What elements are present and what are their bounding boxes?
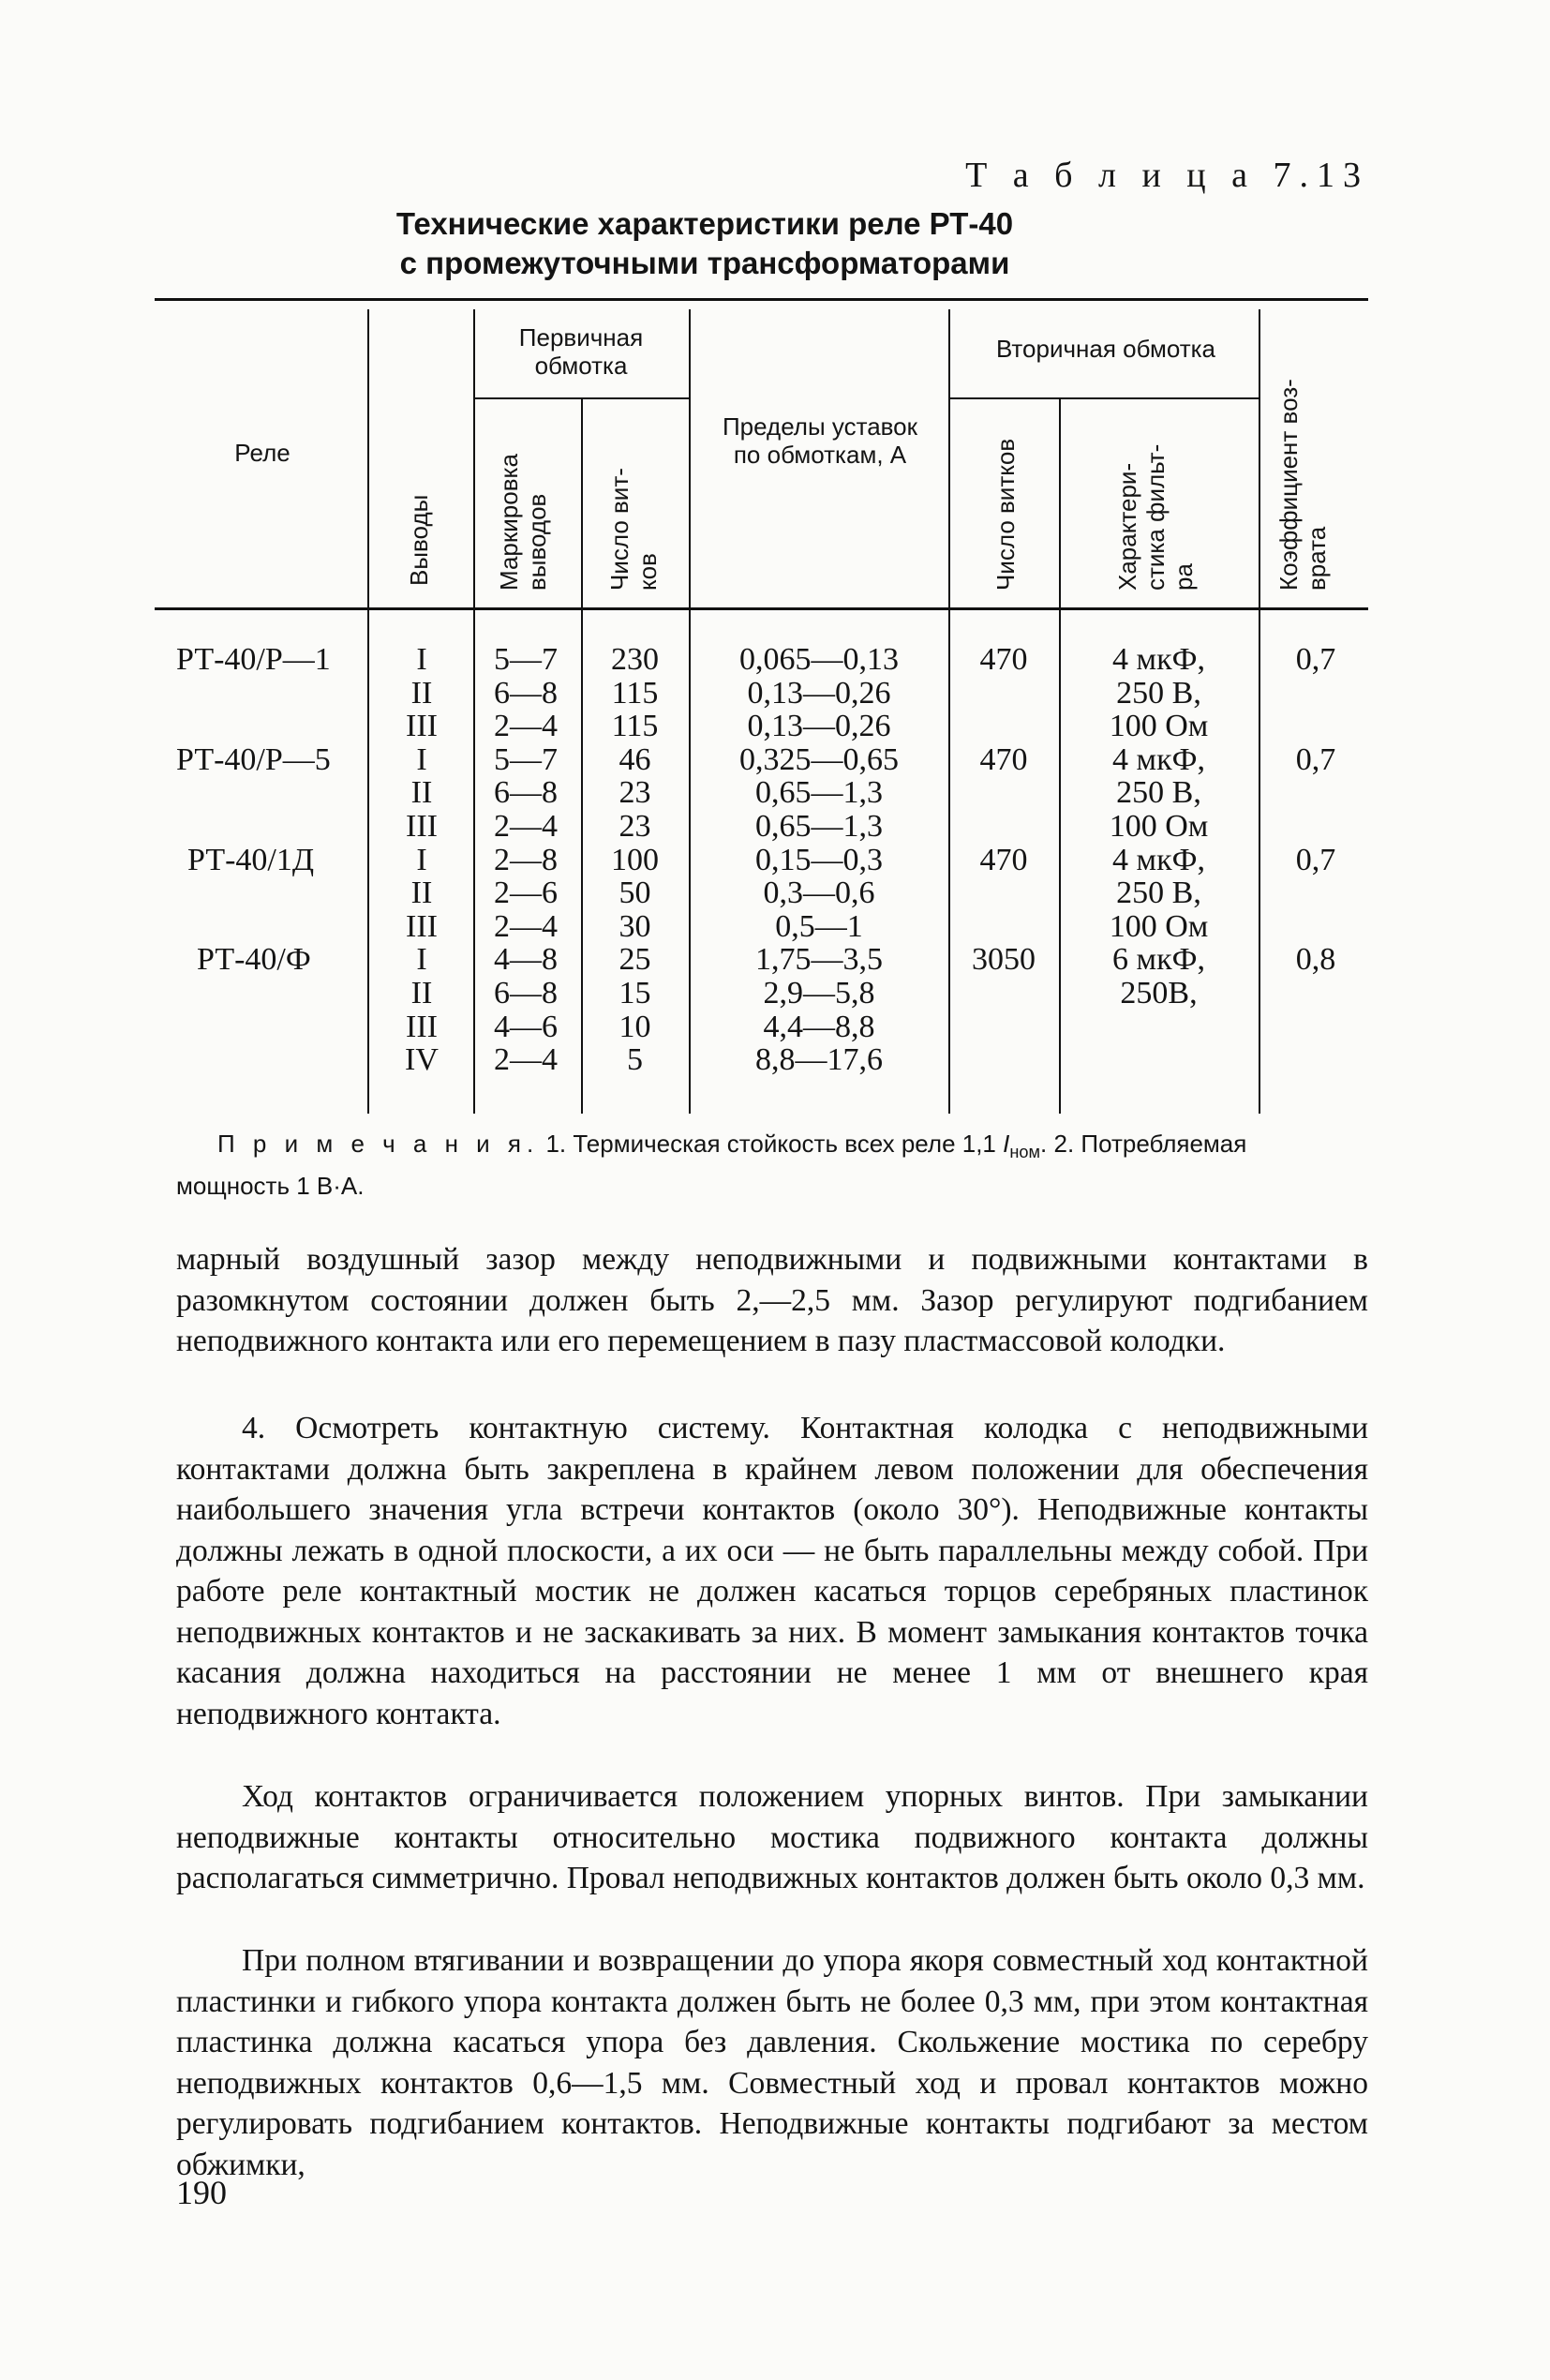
header-filter-line: ра — [1170, 563, 1198, 591]
terminal: I — [416, 741, 427, 777]
column-divider — [948, 309, 950, 1114]
terminal: III — [406, 1009, 438, 1044]
setting-limit: 0,13—0,26 — [747, 675, 891, 711]
return-coefficient: 0,8 — [1295, 942, 1336, 978]
terminal-marking: 6—8 — [494, 775, 558, 811]
filter-spec: 4 мкФ, — [1112, 842, 1205, 877]
table-title — [0, 204, 1550, 283]
turns-count: 5 — [627, 1042, 643, 1078]
terminal: I — [416, 942, 427, 978]
secondary-turns: 470 — [979, 741, 1028, 777]
terminal-marking: 2—4 — [494, 709, 558, 744]
header-marking-line: Маркировка — [495, 454, 523, 591]
paragraph: 4. Осмотреть контактную систему. Контактная колодка с неподвижными контактами должна быть закреплена в крайнем левом положении для обеспечения наибольшего значения угла встречи контактов (около 30°). Неподвижные контакты должны лежать в одной плоскости, а их оси — не быть параллельны между собой. При работе реле контактный мостик не должен касаться торцов серебряных пластинок неподвижных контактов и не заскакивать за них. В момент замыкания контактов точка касания должна находиться на расстоянии не менее 1 мм от внешнего края неподвижного контакта. — [176, 1411, 1368, 1731]
setting-limit: 0,065—0,13 — [739, 642, 899, 677]
header-turns-line: ков — [633, 553, 662, 591]
terminal: I — [416, 842, 427, 877]
header-coef-line: Коэффициент воз- — [1274, 379, 1303, 591]
header-return-coefficient — [1274, 379, 1331, 591]
column-divider — [581, 398, 583, 1114]
column-divider — [367, 309, 369, 1114]
filter-spec: 4 мкФ, — [1112, 741, 1205, 777]
relay-name: РТ-40/Р—5 — [176, 741, 331, 777]
title-line-2: с промежуточными трансформаторами — [399, 246, 1010, 280]
return-coefficient: 0,7 — [1295, 741, 1336, 777]
table-notes — [176, 1127, 1370, 1203]
turns-count: 25 — [619, 942, 651, 978]
turns-count: 100 — [611, 842, 659, 877]
terminal: II — [410, 675, 433, 711]
notes-label: П р и м е ч а н и я. — [217, 1130, 540, 1158]
turns-count: 46 — [619, 741, 651, 777]
notes-line-2: мощность 1 В·А. — [176, 1172, 365, 1201]
terminal-marking: 2—4 — [494, 809, 558, 844]
column-divider — [1259, 309, 1260, 1114]
paragraph: марный воздушный зазор между неподвижными и подвижными контактами в разомкнутом состоянии должен быть 2,—2,5 мм. Зазор регулируют подгибанием неподвижного контакта или его перемещением в пазу пластмассовой колодки. — [176, 1242, 1368, 1358]
current-subscript: ном — [1009, 1143, 1041, 1162]
header-relay: Реле — [234, 439, 291, 467]
setting-limit: 0,5—1 — [775, 908, 863, 944]
filter-spec: 100 Ом — [1109, 809, 1209, 844]
terminal-marking: 4—6 — [494, 1009, 558, 1044]
terminal: III — [406, 908, 438, 944]
subheader-rule — [473, 397, 691, 399]
terminal: I — [416, 642, 427, 677]
turns-count: 10 — [619, 1009, 651, 1044]
filter-spec: 100 Ом — [1109, 709, 1209, 744]
header-turns-line: Число вит- — [605, 468, 633, 591]
return-coefficient: 0,7 — [1295, 642, 1336, 677]
paragraph: Ход контактов ограничивается положением упорных винтов. При замыкании неподвижные контакты относительно мостика подвижного контакта должны располагаться симметрично. Провал неподвижных контактов должен быть около 0,3 мм. — [176, 1779, 1368, 1895]
setting-limit: 0,65—1,3 — [755, 809, 883, 844]
setting-limit: 0,13—0,26 — [747, 709, 891, 744]
setting-limit: 0,15—0,3 — [755, 842, 883, 877]
header-marking — [495, 454, 551, 591]
terminal-marking: 4—8 — [494, 942, 558, 978]
title-line-1: Технические характеристики реле РТ-40 — [395, 206, 1014, 241]
table-number: Т а б л и ц а 7.13 — [965, 156, 1369, 195]
header-marking-line: выводов — [523, 493, 551, 591]
header-setting-limits: Пределы уставок по обмоткам, А — [722, 412, 918, 469]
header-primary-winding: Первичная обмотка — [518, 323, 644, 380]
return-coefficient: 0,7 — [1295, 842, 1336, 877]
secondary-turns: 3050 — [972, 942, 1036, 978]
subheader-rule — [948, 397, 1260, 399]
column-divider — [473, 309, 475, 1114]
filter-spec: 250 В, — [1116, 775, 1201, 811]
paragraph: При полном втягивании и возвращении до упора якоря совместный ход контактной пластинки и гибкого упора контакта должен быть не более 0,3 мм, при этом контактная пластинка должна касаться упора без давления. Скольжение мостика по серебру неподвижных контактов 0,6—1,5 мм. Совместный ход и провал контактов можно регулировать подгибанием контактов. Неподвижные контакты подгибают за местом обжимки, — [176, 1943, 1368, 2182]
header-coef-line: врата — [1303, 526, 1331, 591]
filter-spec: 250 В, — [1116, 675, 1201, 711]
filter-spec: 4 мкФ, — [1112, 642, 1205, 677]
turns-count: 30 — [619, 908, 651, 944]
header-turns — [605, 468, 662, 591]
header-filter-line: стика фильт- — [1141, 443, 1170, 591]
header-filter-line: Характери- — [1113, 462, 1141, 591]
filter-spec: 100 Ом — [1109, 908, 1209, 944]
terminal-marking: 5—7 — [494, 741, 558, 777]
column-divider — [689, 309, 691, 1114]
terminal-marking: 2—6 — [494, 876, 558, 911]
terminal-marking: 5—7 — [494, 642, 558, 677]
header-terminals: Выводы — [405, 494, 433, 586]
turns-count: 230 — [611, 642, 659, 677]
current-symbol: I — [1003, 1130, 1010, 1158]
setting-limit: 8,8—17,6 — [755, 1042, 883, 1078]
setting-limit: 0,65—1,3 — [755, 775, 883, 811]
turns-count: 23 — [619, 775, 651, 811]
relay-name: РТ-40/1Д — [187, 842, 315, 877]
relay-name: РТ-40/Ф — [197, 942, 311, 978]
relay-name: РТ-40/Р—1 — [176, 642, 331, 677]
terminal: II — [410, 976, 433, 1010]
table-header-rule — [155, 607, 1368, 610]
terminal-marking: 6—8 — [494, 675, 558, 711]
turns-count: 115 — [611, 675, 659, 711]
turns-count: 50 — [619, 876, 651, 911]
header-secondary-winding: Вторичная обмотка — [995, 335, 1216, 363]
header-filter — [1113, 444, 1198, 591]
header-secondary-turns: Число витков — [991, 438, 1020, 591]
notes-text: 1. Термическая стойкость всех реле 1,1 — [539, 1130, 1004, 1158]
terminal-marking: 2—4 — [494, 908, 558, 944]
terminal: IV — [405, 1042, 439, 1078]
filter-spec: 250 В, — [1116, 876, 1201, 911]
page-number: 190 — [176, 2174, 227, 2211]
turns-count: 115 — [611, 709, 659, 744]
terminal-marking: 6—8 — [494, 976, 558, 1010]
terminal: II — [410, 876, 433, 911]
terminal: III — [406, 709, 438, 744]
turns-count: 23 — [619, 809, 651, 844]
setting-limit: 4,4—8,8 — [763, 1009, 875, 1044]
terminal: II — [410, 775, 433, 811]
setting-limit: 0,325—0,65 — [739, 741, 899, 777]
notes-line-1 — [217, 1127, 1370, 1169]
setting-limit: 2,9—5,8 — [763, 976, 875, 1010]
column-divider — [1059, 398, 1061, 1114]
table-top-rule — [155, 298, 1368, 301]
filter-spec: 6 мкФ, — [1112, 942, 1205, 978]
terminal: III — [406, 809, 438, 844]
notes-text: . 2. Потребляемая — [1040, 1130, 1247, 1158]
secondary-turns: 470 — [979, 842, 1028, 877]
setting-limit: 1,75—3,5 — [755, 942, 883, 978]
turns-count: 15 — [619, 976, 651, 1010]
terminal-marking: 2—8 — [494, 842, 558, 877]
filter-spec: 250В, — [1120, 976, 1198, 1010]
setting-limit: 0,3—0,6 — [763, 876, 875, 911]
terminal-marking: 2—4 — [494, 1042, 558, 1078]
secondary-turns: 470 — [979, 642, 1028, 677]
